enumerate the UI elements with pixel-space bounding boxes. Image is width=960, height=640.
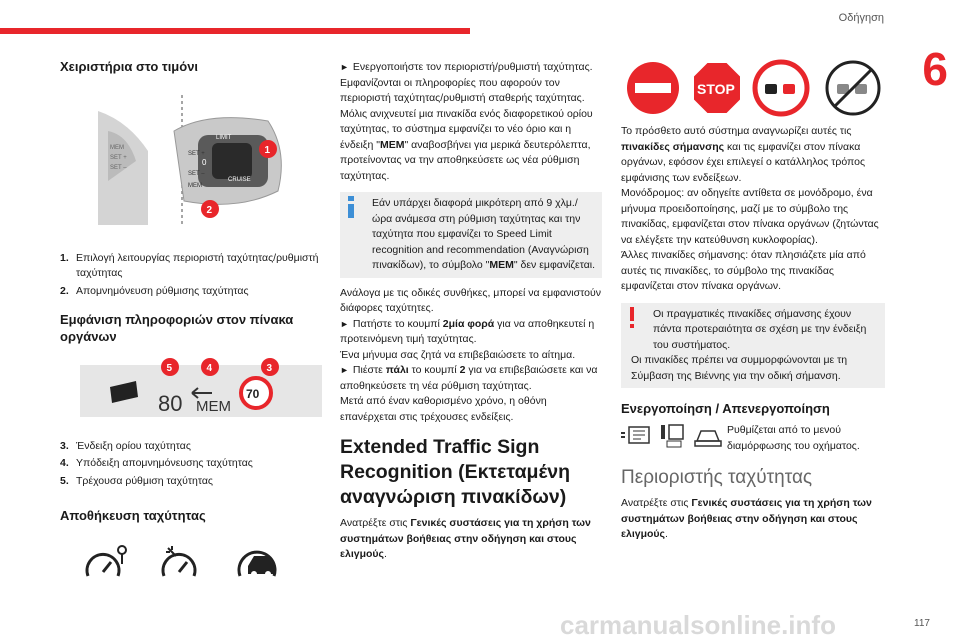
list-item-text: Απομνημόνευση ρύθμισης ταχύτητας xyxy=(76,284,249,297)
paragraph-other-signs: Άλλες πινακίδες σήμανσης: όταν πλησιάζετε μία από αυτές τις πινακίδες, το σύμβολο της πινακίδας εμφανίζεται στον πίνακα οργάνων. xyxy=(621,249,866,292)
warning-box xyxy=(621,303,885,389)
paragraph-activate-text: Ενεργοποιήστε τον περιοριστή/ρυθμιστή ταχύτητας. Εμφανίζονται οι πληροφορίες που αφορούν τον περιοριστή ταχύτητας/ρυθμιστή σταθερής ταχύτητας. xyxy=(340,61,593,104)
warning-text-1: Οι πραγματικές πινακίδες σήμανσης έχουν πάντα προτεραιότητα σε σχέση με την ένδειξη του συστήματος. xyxy=(653,307,867,351)
heading-memorize: Αποθήκευση ταχύτητας xyxy=(60,508,206,523)
paragraph-timeout: Μετά από έναν καθορισμένο χρόνο, η οθόνη επανέρχεται στις τρέχουσες ενδείξεις. xyxy=(340,395,547,423)
activation-text: Ρυθμίζεται από το μενού διαμόρφωσης του οχήματος. xyxy=(727,424,860,452)
paragraph-one-way: Μονόδρομος: αν οδηγείτε αντίθετα σε μονόδρομο, ένα μήνυμα προειδοποίησης, μαζί με το σύμβολο της πινακίδας, εμφανίζεται στον πίνακα οργάνων (ζητώντας να ελέγξετε την κατεύθυνση κυκλοφορίας). xyxy=(621,187,879,246)
speedometer-car-icon xyxy=(236,542,286,584)
text-fragment: και τις εμφανίζει στον πίνακα οργάνων, εφόσον έχει επιλεγεί ο κατάλληλος τρόπος εμφάνισης των ενδείξεων. xyxy=(621,140,866,184)
list-item-number: 2. xyxy=(60,284,69,297)
steering-wheel-controls-illustration xyxy=(88,91,288,229)
wheel-label-cruise: CRUISE xyxy=(228,177,251,183)
callout-2: 2 xyxy=(206,205,213,216)
column-right xyxy=(621,124,885,543)
heading-extended-recognition: Extended Traffic Sign Recognition (Εκτεταμένη αναγνώριση πινακίδων) xyxy=(340,436,571,508)
stop-sign-icon xyxy=(693,62,741,114)
warning-text-2: Οι πινακίδες πρέπει να συμμορφώνονται με τη Σύμβαση της Βιέννης για την οδική σήμανση. xyxy=(631,354,848,382)
list-item-text: Ένδειξη ορίου ταχύτητας xyxy=(76,439,191,452)
arrow-right-icon: ► xyxy=(340,318,349,329)
text-bold: Γενικές συστάσεις για τη χρήση των συστημάτων βοήθειας στην οδήγηση και στους ελιγμούς xyxy=(340,517,591,560)
paragraph-message: Ένα μήνυμα σας ζητά να επιβεβαιώσετε το αίτημα. xyxy=(340,348,576,361)
text-fragment: Πιέστε xyxy=(352,364,386,376)
text-fragment: . xyxy=(665,528,668,540)
text-bold: πάλι xyxy=(385,364,409,376)
text-fragment: για να αποθηκευτεί η προτεινόμενη τιμή ταχύτητας. xyxy=(340,317,595,345)
list-item xyxy=(60,439,322,455)
display-list xyxy=(60,439,322,490)
list-item-number: 1. xyxy=(60,251,69,264)
info-box xyxy=(340,192,602,278)
heading-display: Εμφάνιση πληροφοριών στον πίνακα οργάνων xyxy=(60,312,294,344)
text-fragment: Πατήστε το κουμπί xyxy=(352,317,443,330)
list-item xyxy=(60,284,322,300)
callout-1: 1 xyxy=(264,145,271,156)
wheel-label-set-plus-ghost: SET + xyxy=(110,155,127,161)
text-fragment: " δεν εμφανίζεται. xyxy=(513,259,596,271)
chapter-number: 6 xyxy=(922,43,948,95)
callout-5: 5 xyxy=(166,363,173,374)
text-fragment: Εάν υπάρχει διαφορά μικρότερη από 9 χλμ./ώρα ανάμεσα στη ρύθμιση ταχύτητας και την ταχύτητα που εμφανίζει το Speed Limit recognition and recommendation (Αναγνώριση πινακίδων), το σύμβολο " xyxy=(372,197,589,271)
speedometer-pin-icon xyxy=(84,542,130,584)
page-number: 117 xyxy=(914,618,930,629)
no-entry-sign-icon xyxy=(627,62,679,114)
paragraph-reference xyxy=(340,516,602,563)
wheel-label-zero: 0 xyxy=(202,158,207,167)
list-item xyxy=(60,474,322,490)
text-fragment: Το πρόσθετο αυτό σύστημα αναγνωρίζει αυτές τις xyxy=(621,125,852,137)
chapter-title: Οδήγηση xyxy=(838,12,884,24)
watermark: carmanualsonline.info xyxy=(560,610,836,640)
speedometer-touch-icon xyxy=(160,542,206,584)
text-bold: Γενικές συστάσεις για τη χρήση των συστημάτων βοήθειας στην οδήγηση και στους ελιγμούς xyxy=(621,497,872,540)
memorize-icons xyxy=(84,542,322,584)
callout-3: 3 xyxy=(266,363,273,374)
no-overtaking-sign-icon xyxy=(755,62,807,114)
wheel-label-set-plus: SET + xyxy=(188,151,205,157)
callout-4: 4 xyxy=(206,363,213,374)
list-item xyxy=(60,456,322,472)
text-fragment: το κουμπί xyxy=(408,364,460,376)
stop-sign-text: STOP xyxy=(697,81,735,97)
paragraph-detect xyxy=(340,107,602,185)
cluster-mem: MEM xyxy=(196,398,231,415)
arrow-right-icon: ► xyxy=(340,365,349,375)
list-item-text: Επιλογή λειτουργίας περιοριστή ταχύτητας/ρυθμιστή ταχύτητας xyxy=(76,251,319,279)
paragraph-conditions: Ανάλογα με τις οδικές συνθήκες, μπορεί να εμφανιστούν διάφορες ταχύτητες. xyxy=(340,286,601,314)
text-fragment: " αναβοσβήνει για μερικά δευτερόλεπτα, προτείνοντας να την αποθηκεύσετε ως νέα ρύθμιση ταχύτητας. xyxy=(340,138,591,182)
wheel-label-mem-ghost: MEM xyxy=(110,145,124,151)
text-bold: 2μία φορά xyxy=(442,317,495,330)
list-item-text: Υπόδειξη απομνημόνευσης ταχύτητας xyxy=(76,457,253,469)
text-mem-bold: MEM xyxy=(489,259,514,271)
column-left xyxy=(60,58,322,584)
paragraph-press-once xyxy=(340,317,602,348)
paragraph-activate xyxy=(340,60,602,107)
column-middle xyxy=(340,60,602,563)
screen-settings-icon xyxy=(621,423,651,449)
activation-icons xyxy=(621,423,723,449)
wheel-label-set-minus-ghost: SET – xyxy=(110,165,127,171)
warning-icon xyxy=(625,307,639,329)
text-mem-bold: MEM xyxy=(379,138,405,151)
controls-list xyxy=(60,251,322,300)
list-item xyxy=(60,251,322,282)
heading-speed-limiter: Περιοριστής ταχύτητας xyxy=(621,467,813,488)
wheel-label-limit: LIMIT xyxy=(216,135,232,141)
traffic-signs-row xyxy=(621,58,891,118)
car-settings-icon xyxy=(693,423,723,449)
paragraph-press-again xyxy=(340,363,602,394)
text-bold: 2 xyxy=(459,364,466,376)
cluster-speed: 80 xyxy=(158,391,183,416)
wheel-label-mem: MEM xyxy=(188,183,202,189)
text-fragment: για να επιβεβαιώσετε και να αποθηκεύσετε τη νέα ρύθμιση ταχύτητας. xyxy=(340,364,598,392)
end-no-overtaking-sign-icon xyxy=(827,62,879,114)
header-accent-bar xyxy=(0,28,470,34)
list-item-number: 4. xyxy=(60,457,69,469)
info-text xyxy=(350,196,596,274)
instrument-cluster-illustration xyxy=(80,357,322,417)
text-fragment: Ανατρέξτε στις xyxy=(340,517,411,529)
text-bold: πινακίδες σήμανσης xyxy=(621,140,725,153)
list-item-text: Τρέχουσα ρύθμιση ταχύτητας xyxy=(76,474,213,487)
text-fragment: Ανατρέξτε στις xyxy=(621,497,692,509)
arrow-right-icon: ► xyxy=(340,62,349,72)
list-item-number: 5. xyxy=(60,474,69,487)
wheel-label-set-minus: SET – xyxy=(188,171,205,177)
paragraph-reference xyxy=(621,496,885,543)
steering-wheel-menu-icon xyxy=(659,423,685,449)
paragraph-system-desc xyxy=(621,124,885,186)
text-fragment: . xyxy=(384,548,387,560)
list-item-number: 3. xyxy=(60,439,69,452)
heading-controls: Χειριστήρια στο τιμόνι xyxy=(60,59,199,74)
activation-row xyxy=(621,423,885,454)
info-icon xyxy=(344,196,358,218)
heading-activation: Ενεργοποίηση / Απενεργοποίηση xyxy=(621,401,830,416)
text-fragment: Μόλις ανιχνευτεί μια πινακίδα ενός διαφορετικού ορίου ταχύτητας, το σύστημα εμφανίζει το νέο όριο και η ένδειξη " xyxy=(340,107,593,151)
cluster-sign-value: 70 xyxy=(246,387,260,401)
